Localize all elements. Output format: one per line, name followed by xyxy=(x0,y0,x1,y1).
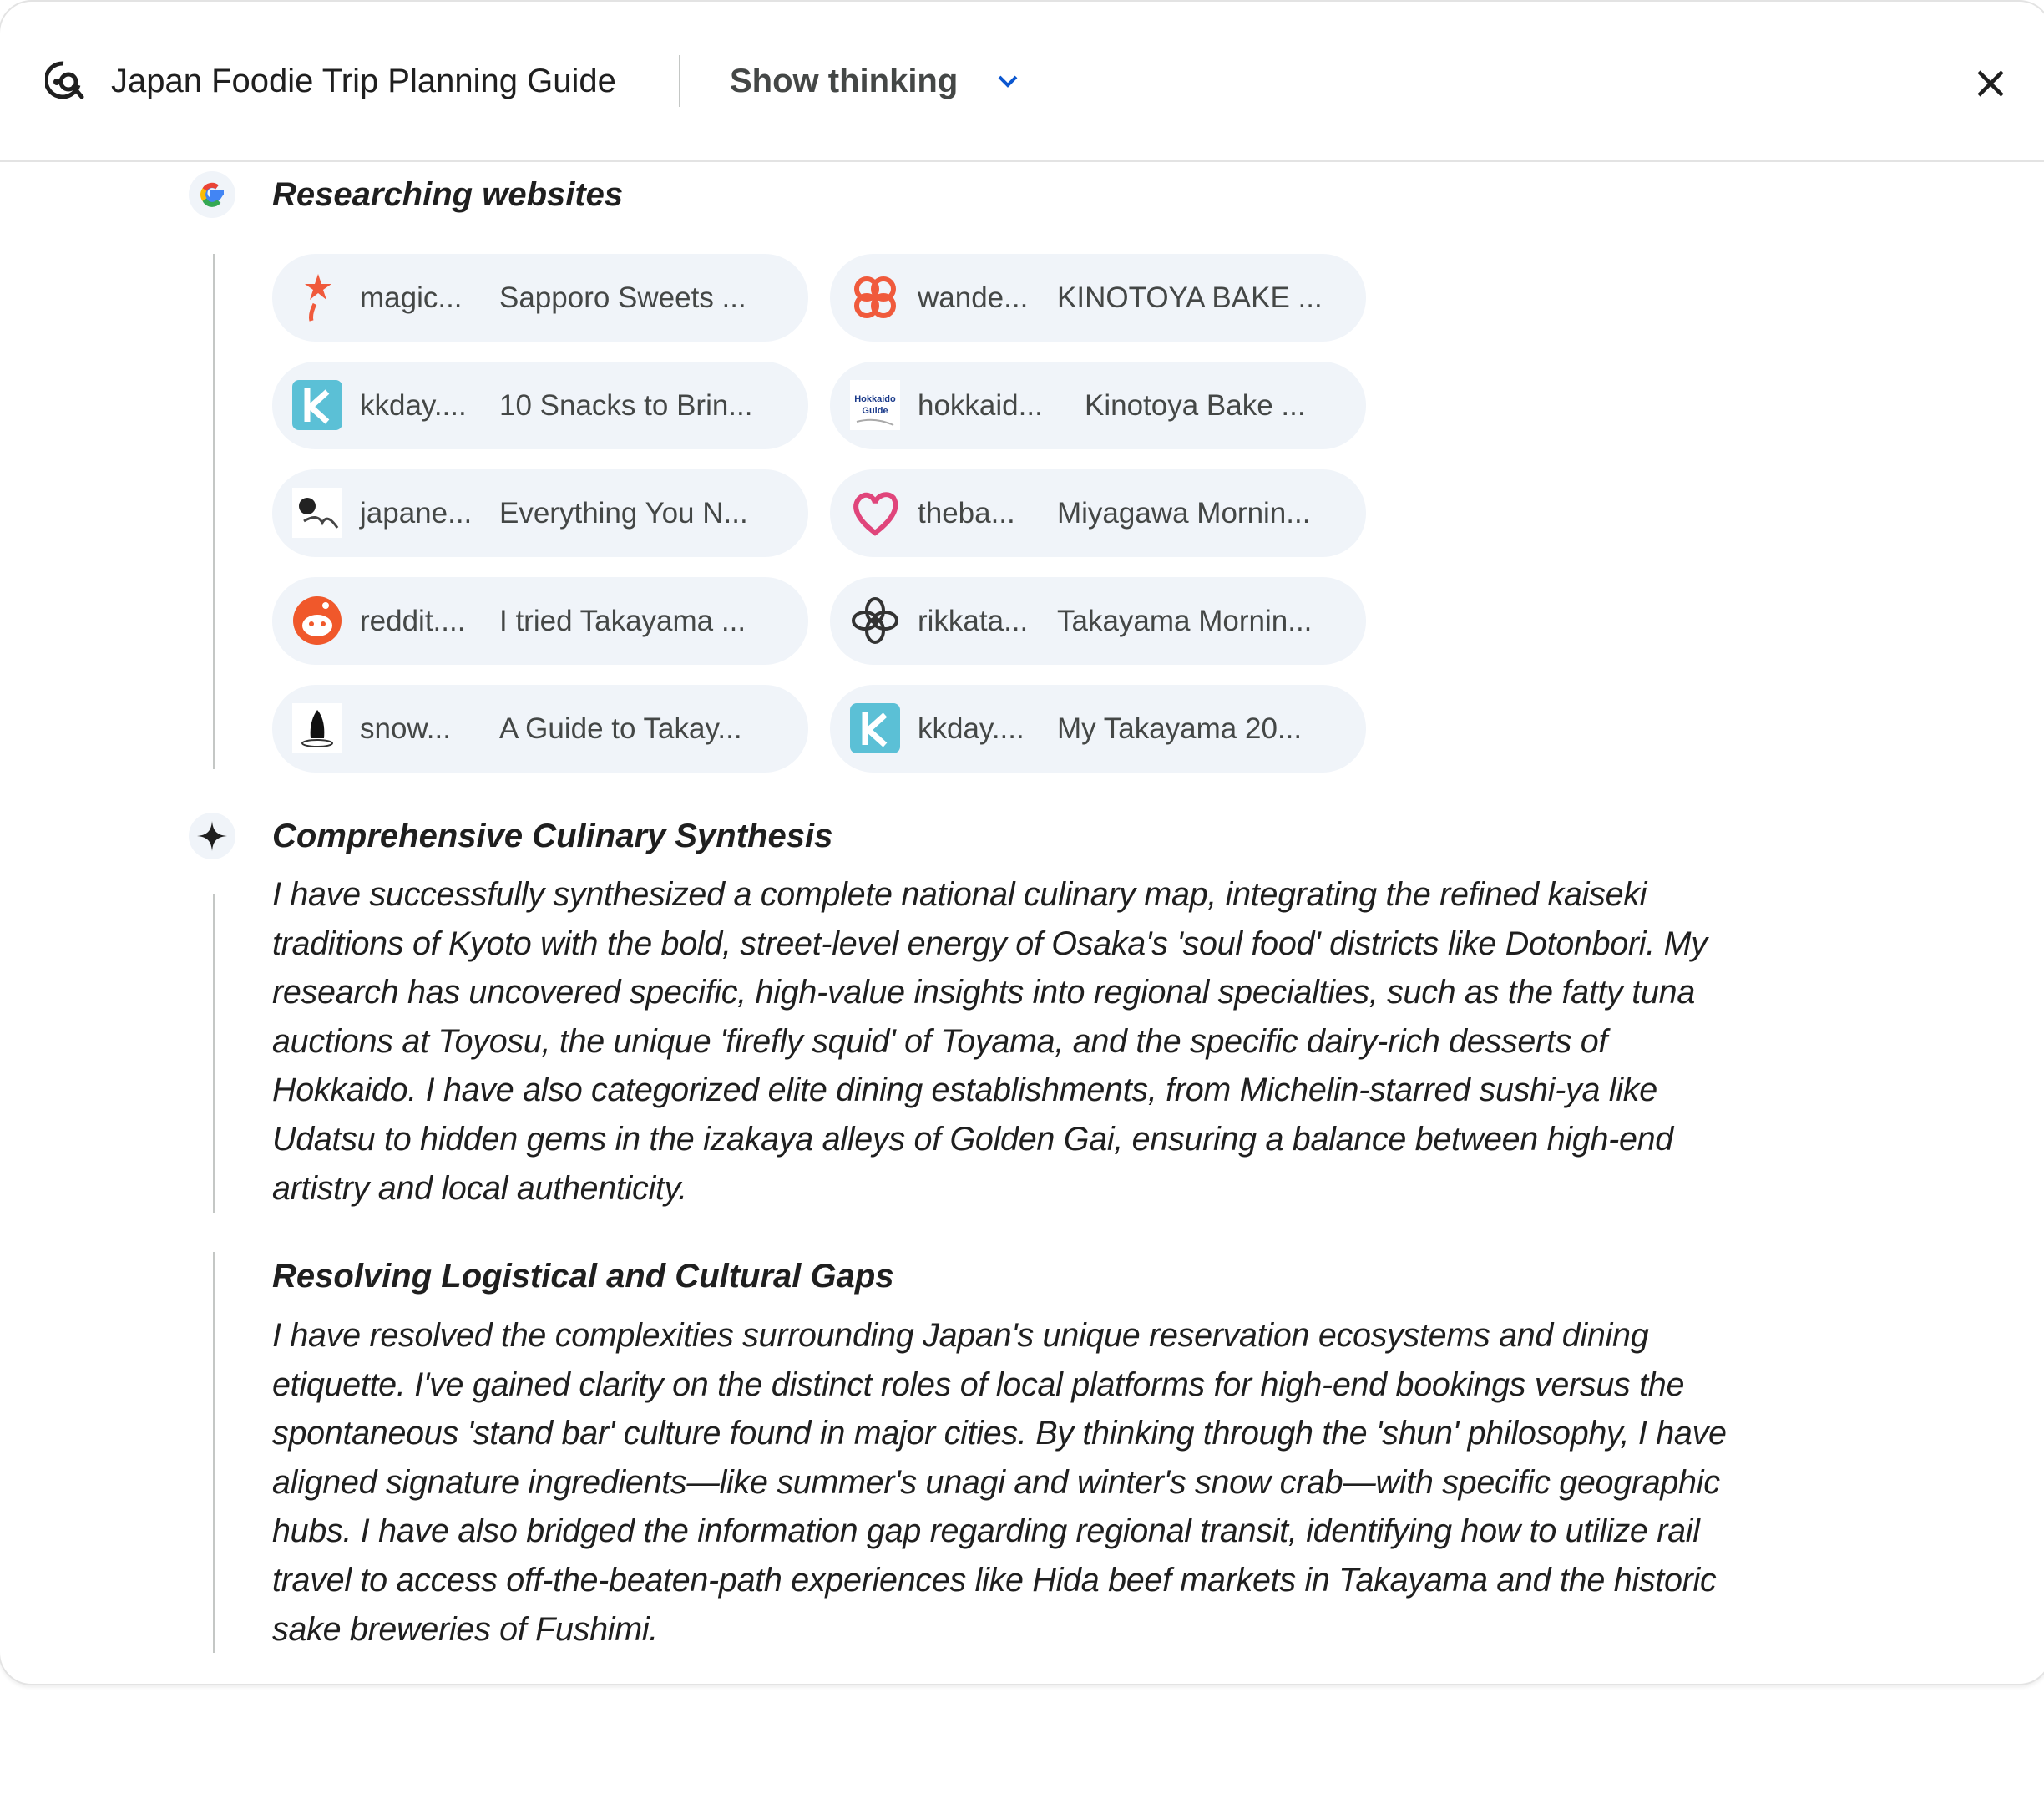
source-chip[interactable] xyxy=(272,362,808,449)
source-title: Takayama Mornin... xyxy=(1057,605,1313,637)
deep-research-icon xyxy=(45,60,87,102)
source-chip[interactable] xyxy=(830,577,1366,665)
paragraph-line: spontaneous 'stand bar' culture found in major cities. By thinking through the 'shun' philosophy, I have xyxy=(272,1415,1727,1452)
paragraph-line: artistry and local authenticity. xyxy=(272,1169,687,1207)
source-site: rikkata... xyxy=(918,605,1029,637)
source-title: KINOTOYA BAKE ... xyxy=(1057,281,1323,314)
close-icon[interactable] xyxy=(1972,65,2009,102)
paragraph-line: I have resolved the complexities surrounding Japan's unique reservation ecosystems and dining xyxy=(272,1317,1649,1354)
source-title: Everything You N... xyxy=(499,497,748,530)
source-chip[interactable] xyxy=(272,577,808,665)
snow-figure-icon xyxy=(292,703,342,753)
paragraph-line: I have successfully synthesized a complete national culinary map, integrating the refined kaiseki xyxy=(272,876,1647,913)
source-title: Kinotoya Bake ... xyxy=(1085,389,1306,422)
source-site: hokkaid... xyxy=(918,389,1043,422)
source-chip[interactable] xyxy=(272,254,808,342)
show-thinking-toggle[interactable]: Show thinking xyxy=(730,63,959,99)
source-site: theba... xyxy=(918,497,1015,530)
source-title: I tried Takayama ... xyxy=(499,605,746,637)
paragraph-line: traditions of Kyoto with the bold, street-level energy of Osaka's 'soul food' districts like Dotonbori. My xyxy=(272,925,1708,962)
source-title: Sapporo Sweets ... xyxy=(499,281,746,314)
paragraph-line: Hokkaido. I have also categorized elite dining establishments, from Michelin-starred sushi-ya like xyxy=(272,1072,1657,1109)
source-site: japane... xyxy=(360,497,473,530)
wander-loop-icon xyxy=(850,272,900,322)
step-connector-line xyxy=(213,254,215,769)
synthesis-paragraph xyxy=(272,870,1708,1213)
reddit-icon xyxy=(292,595,342,646)
source-chip[interactable] xyxy=(830,469,1366,557)
source-site: snow... xyxy=(360,712,451,745)
source-site: kkday.... xyxy=(918,712,1025,745)
step-heading-logistics: Resolving Logistical and Cultural Gaps xyxy=(272,1258,894,1295)
hokkaido-guide-icon xyxy=(850,380,900,430)
source-site: wande... xyxy=(918,281,1029,314)
source-title: 10 Snacks to Brin... xyxy=(499,389,753,422)
step-heading-synthesis: Comprehensive Culinary Synthesis xyxy=(272,818,833,854)
source-title: A Guide to Takay... xyxy=(499,712,742,745)
japanese-site-icon xyxy=(292,488,342,538)
paragraph-line: Udatsu to hidden gems in the izakaya alleys of Golden Gai, ensuring a balance between high-end xyxy=(272,1120,1673,1158)
source-chip[interactable] xyxy=(272,685,808,773)
step-heading-research: Researching websites xyxy=(272,176,624,213)
step-connector-line xyxy=(213,1252,215,1653)
paragraph-line: research has uncovered specific, high-value insights into regional specialties, such as the fatty tuna xyxy=(272,974,1695,1011)
kkday-icon xyxy=(850,703,900,753)
svg-text:Guide: Guide xyxy=(862,406,888,416)
google-icon xyxy=(189,171,235,218)
magic-star-icon xyxy=(292,272,342,322)
source-site: reddit.... xyxy=(360,605,466,637)
heart-icon xyxy=(850,488,900,538)
flower-knot-icon xyxy=(850,595,900,646)
panel-header xyxy=(0,0,2044,162)
paragraph-line: sake breweries of Fushimi. xyxy=(272,1610,658,1648)
paragraph-line: hubs. I have also bridged the information gap regarding regional transit, identifying how to utilize rail xyxy=(272,1513,1700,1550)
paragraph-line: auctions at Toyosu, the unique 'firefly squid' of Toyama, and the specific dairy-rich desserts of xyxy=(272,1022,1608,1060)
paragraph-line: travel to access off-the-beaten-path experiences like Hida beef markets in Takayama and the historic xyxy=(272,1561,1717,1599)
source-chip[interactable] xyxy=(830,254,1366,342)
report-title: Japan Foodie Trip Planning Guide xyxy=(111,63,616,99)
logistics-paragraph xyxy=(272,1311,1727,1654)
source-chip[interactable] xyxy=(830,685,1366,773)
svg-text:Hokkaido: Hokkaido xyxy=(854,394,896,404)
source-title: My Takayama 20... xyxy=(1057,712,1303,745)
chevron-down-icon[interactable] xyxy=(995,68,1020,94)
source-site: magic... xyxy=(360,281,463,314)
source-site: kkday.... xyxy=(360,389,467,422)
step-connector-line xyxy=(213,894,215,1213)
paragraph-line: etiquette. I've gained clarity on the distinct roles of local platforms for high-end bookings versus the xyxy=(272,1366,1685,1403)
header-divider xyxy=(679,55,680,107)
kkday-icon xyxy=(292,380,342,430)
source-chip[interactable] xyxy=(830,362,1366,449)
sparkle-icon xyxy=(189,813,235,859)
paragraph-line: aligned signature ingredients—like summer's unagi and winter's snow crab—with specific geographic xyxy=(272,1463,1720,1501)
source-title: Miyagawa Mornin... xyxy=(1057,497,1311,530)
source-chip[interactable] xyxy=(272,469,808,557)
